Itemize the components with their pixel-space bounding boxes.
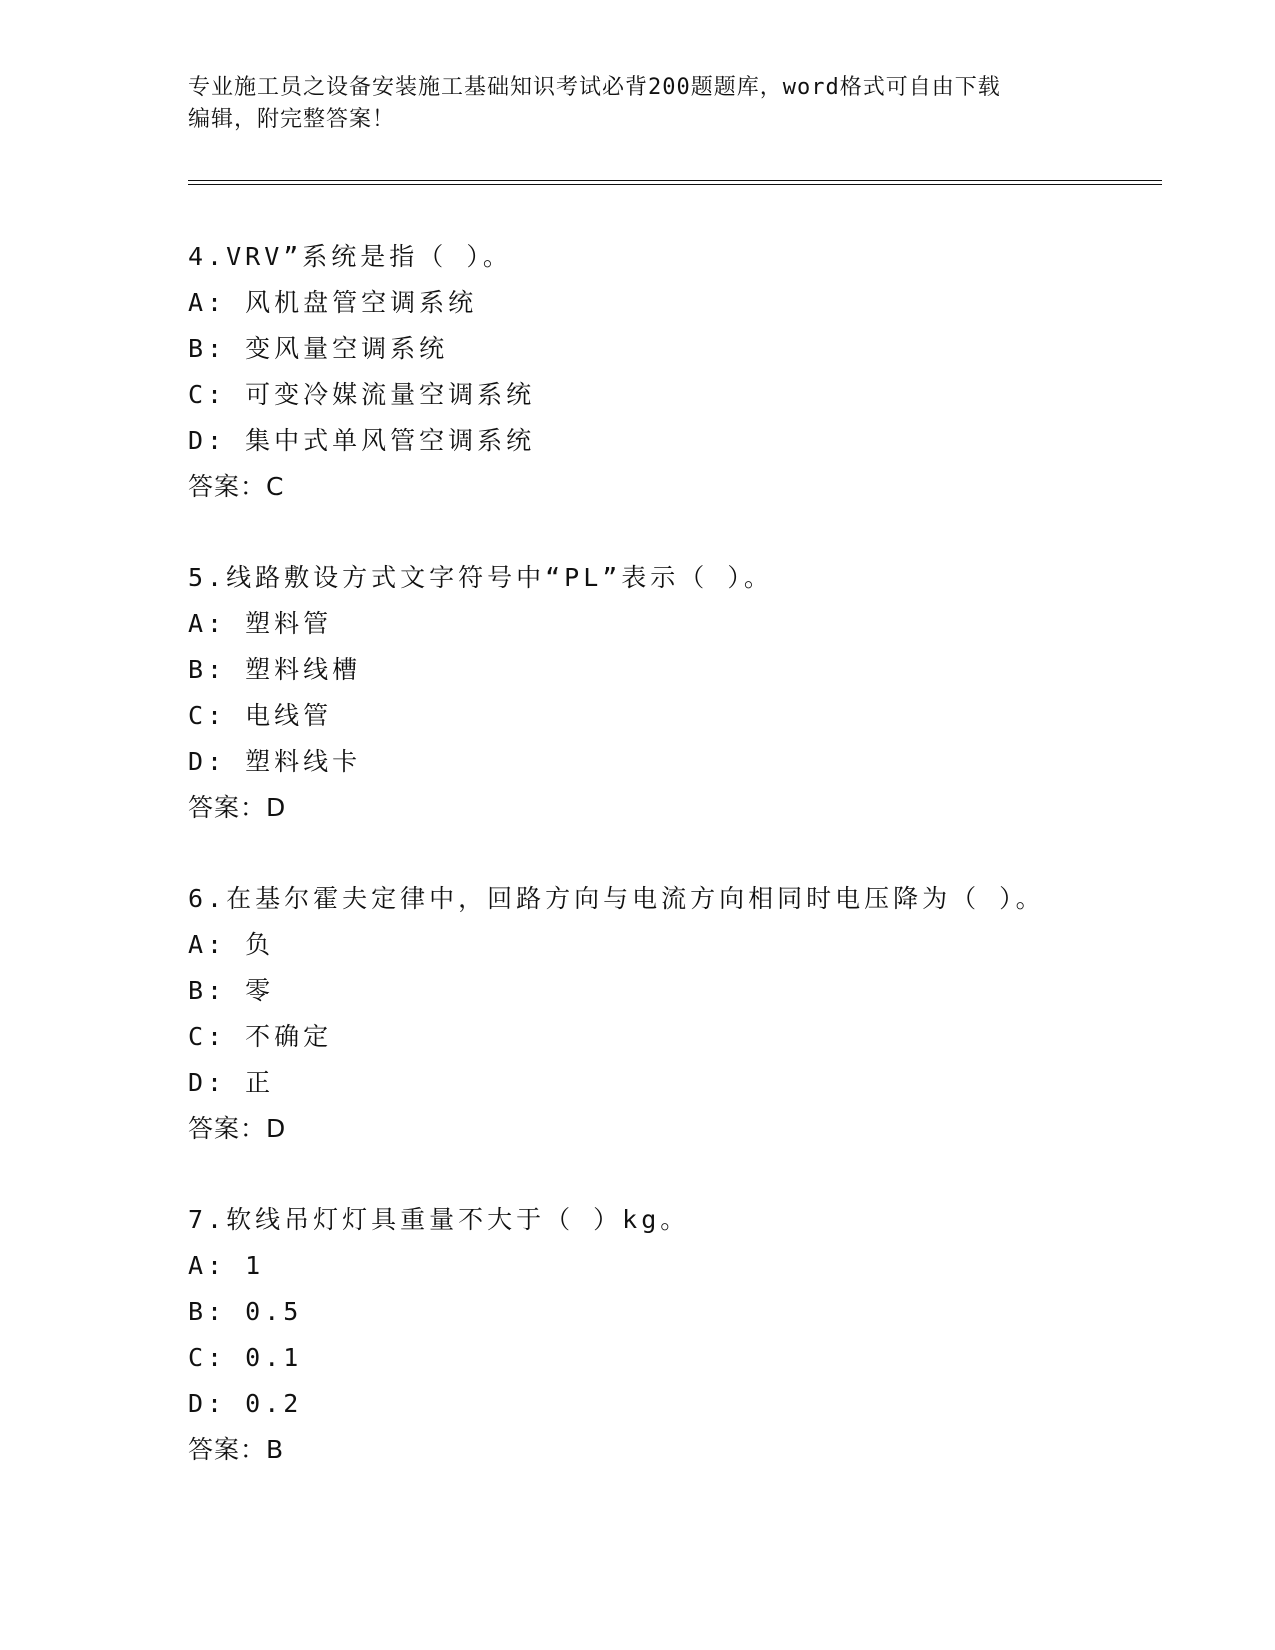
option-d: D: 集中式单风管空调系统 (188, 426, 536, 455)
option-a: A: 风机盘管空调系统 (188, 288, 478, 317)
option-c: C: 可变冷媒流量空调系统 (188, 380, 536, 409)
option-c: C: 电线管 (188, 701, 333, 730)
question-block (188, 1197, 1168, 1473)
answer-line: 答案：C (188, 472, 285, 501)
option-b: B: 零 (188, 976, 275, 1005)
question-block (188, 234, 1168, 510)
option-c: C: 0.1 (188, 1343, 303, 1372)
answer-line: 答案：B (188, 1435, 285, 1464)
question-block (188, 876, 1168, 1152)
option-d: D: 正 (188, 1068, 275, 1097)
question-stem: 4.VRV”系统是指（ ）。 (188, 242, 512, 271)
header-line-1: 专业施工员之设备安装施工基础知识考试必背200题题库，word格式可自由下载 (188, 75, 1001, 100)
header-divider-top (188, 180, 1162, 181)
option-c: C: 不确定 (188, 1022, 333, 1051)
answer-line: 答案：D (188, 1114, 287, 1143)
option-b: B: 变风量空调系统 (188, 334, 449, 363)
option-b: B: 塑料线槽 (188, 655, 362, 684)
option-d: D: 0.2 (188, 1389, 303, 1418)
option-a: A: 负 (188, 930, 275, 959)
question-stem: 7.软线吊灯灯具重量不大于（ ）kg。 (188, 1205, 690, 1234)
question-stem: 5.线路敷设方式文字符号中“PL”表示（ ）。 (188, 563, 773, 592)
header-divider-bottom (188, 184, 1162, 185)
answer-line: 答案：D (188, 793, 287, 822)
header-line-2: 编辑，附完整答案！ (188, 107, 396, 132)
option-d: D: 塑料线卡 (188, 747, 362, 776)
question-stem: 6.在基尔霍夫定律中，回路方向与电流方向相同时电压降为（ ）。 (188, 884, 1045, 913)
option-b: B: 0.5 (188, 1297, 303, 1326)
document-header (188, 72, 1088, 136)
option-a: A: 1 (188, 1251, 265, 1280)
question-block (188, 555, 1168, 831)
option-a: A: 塑料管 (188, 609, 333, 638)
